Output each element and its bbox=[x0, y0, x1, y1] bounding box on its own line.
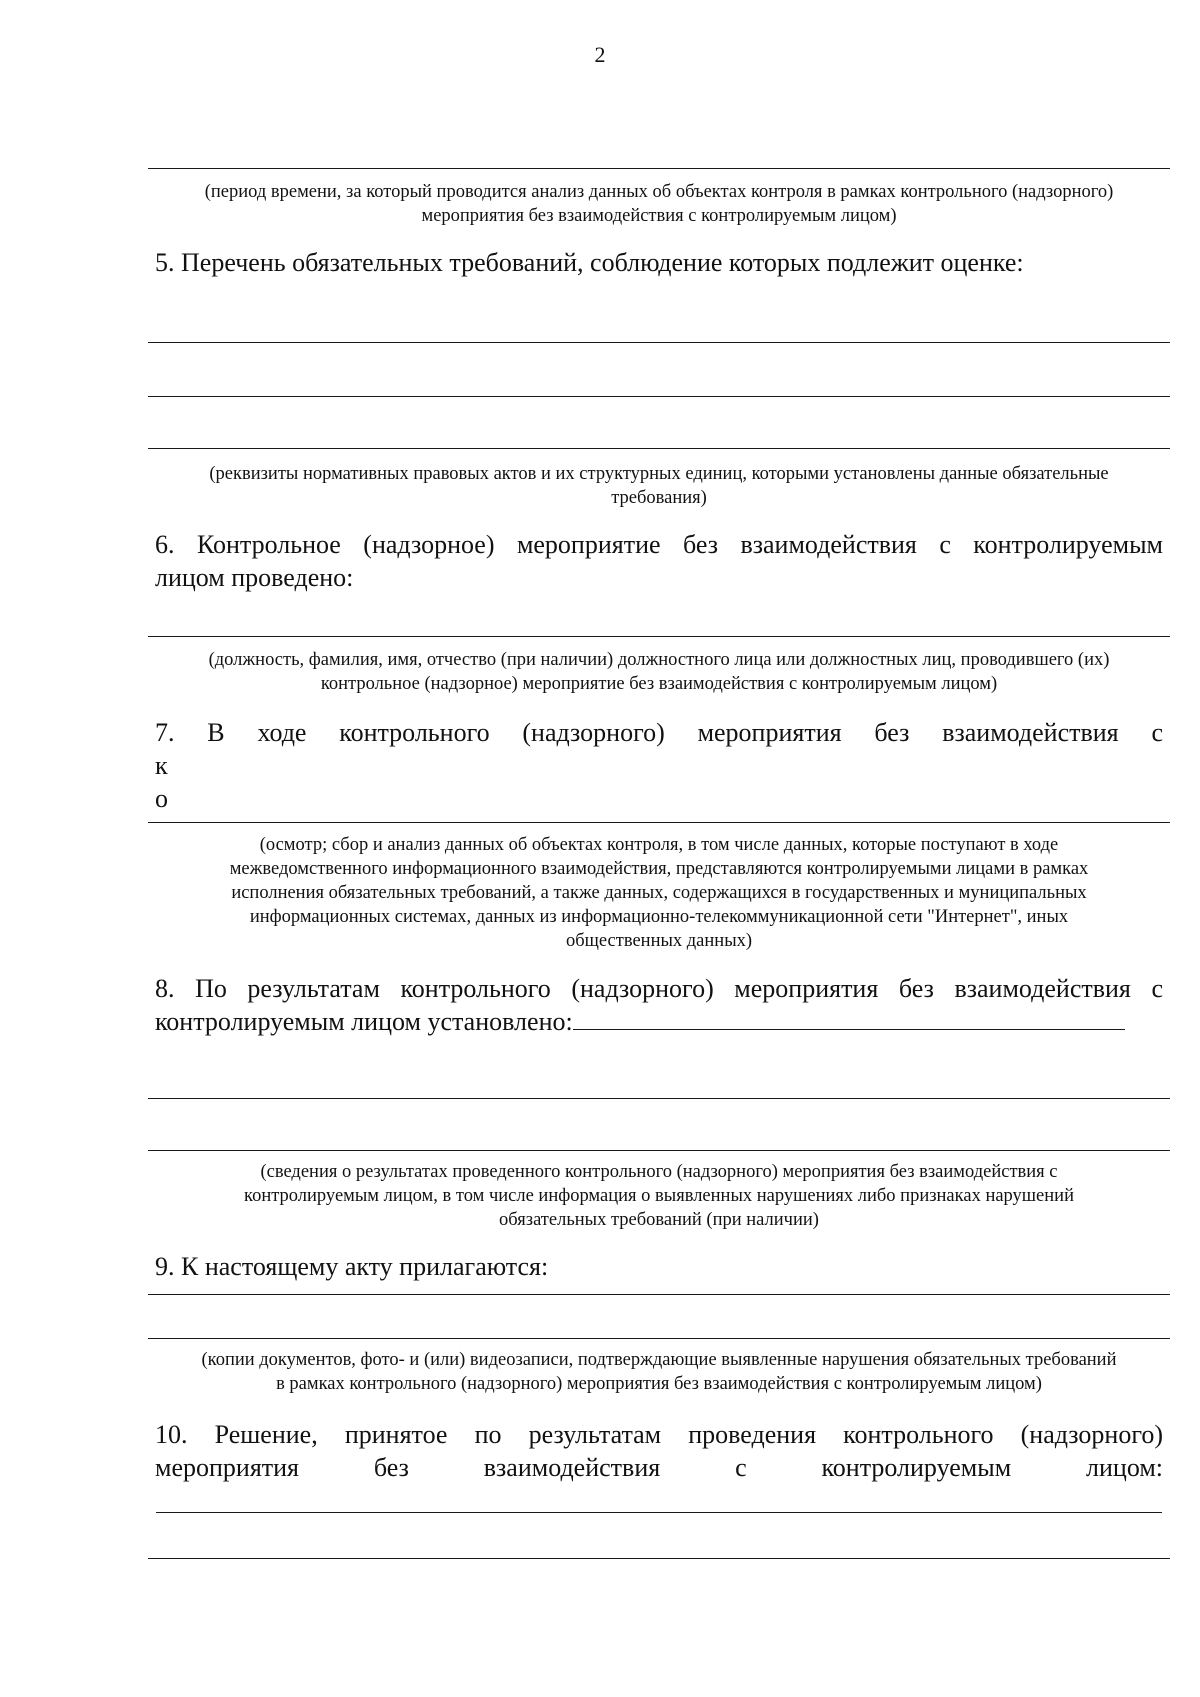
findings-inline-field[interactable] bbox=[573, 1005, 1125, 1030]
caption-line: требования) bbox=[611, 488, 707, 508]
item-7-line-1 bbox=[155, 716, 1163, 749]
item-6-line-1: 6. Контрольное (надзорное) мероприятие без взаимодействия с контролируемым bbox=[155, 530, 1163, 559]
item-8-heading bbox=[155, 972, 1163, 1038]
decision-field-line[interactable] bbox=[156, 1512, 1162, 1513]
requirements-field-line[interactable] bbox=[148, 342, 1170, 343]
item-10-line-2 bbox=[155, 1451, 1163, 1484]
caption-line: контрольное (надзорное) мероприятие без взаимодействия с контролируемым лицом) bbox=[320, 674, 998, 694]
caption-line: (осмотр; сбор и анализ данных об объектах контроля, в том числе данных, которые поступают в ходе bbox=[259, 835, 1059, 855]
caption-line: исполнения обязательных требований, а также данных, содержащихся в государственных и муниципальных bbox=[231, 883, 1087, 903]
item-10-word: с bbox=[735, 1453, 747, 1482]
caption-line: (период времени, за который проводится анализ данных об объектах контроля в рамках контрольного (надзорного) bbox=[204, 182, 1114, 202]
item-7-word: (надзорного) bbox=[522, 718, 665, 747]
caption-line: (должность, фамилия, имя, отчество (при наличии) должностного лица или должностных лиц, проводившего (их) bbox=[208, 650, 1110, 670]
item-7-word: с bbox=[1151, 718, 1163, 747]
results-caption bbox=[148, 1160, 1170, 1232]
item-7-word: без bbox=[874, 718, 910, 747]
inspection-field-line[interactable] bbox=[148, 822, 1170, 823]
caption-line: межведомственного информационного взаимодействия, представляются контролируемыми лицами в рамках bbox=[229, 859, 1089, 879]
inspection-caption bbox=[148, 833, 1170, 953]
item-7-word: В bbox=[207, 718, 225, 747]
item-7-tail-line: к bbox=[155, 751, 168, 780]
item-7-tail-line: о bbox=[155, 784, 168, 813]
caption-line: (реквизиты нормативных правовых актов и их структурных единиц, которыми установлены данные обязательные bbox=[209, 464, 1109, 484]
item-9-heading: 9. К настоящему акту прилагаются: bbox=[155, 1252, 549, 1281]
official-field-line[interactable] bbox=[148, 636, 1170, 637]
caption-line: обязательных требований (при наличии) bbox=[499, 1210, 819, 1230]
caption-line: (копии документов, фото- и (или) видеозаписи, подтверждающие выявленные нарушения обязательных требований bbox=[201, 1350, 1117, 1370]
attachments-field-line[interactable] bbox=[148, 1338, 1170, 1339]
caption-line: мероприятия без взаимодействия с контролируемым лицом) bbox=[421, 206, 897, 226]
item-6-heading bbox=[155, 528, 1163, 594]
item-10-line-1: 10. Решение, принятое по результатам проведения контрольного (надзорного) bbox=[155, 1420, 1163, 1449]
official-caption bbox=[148, 648, 1170, 696]
requirements-field-line[interactable] bbox=[148, 396, 1170, 397]
item-10-word: взаимодействия bbox=[483, 1453, 661, 1482]
item-10-word: без bbox=[373, 1453, 409, 1482]
item-10-word: мероприятия bbox=[155, 1453, 300, 1482]
item-10-word: лицом: bbox=[1086, 1453, 1163, 1482]
requisites-caption bbox=[148, 462, 1170, 510]
item-5-heading: 5. Перечень обязательных требований, соблюдение которых подлежит оценке: bbox=[155, 248, 1024, 277]
item-7-word: ходе bbox=[257, 718, 307, 747]
attachments-caption bbox=[148, 1348, 1170, 1396]
findings-field-line[interactable] bbox=[148, 1150, 1170, 1151]
caption-line: в рамках контрольного (надзорного) мероприятия без взаимодействия с контролируемым лицом) bbox=[276, 1374, 1042, 1394]
attachments-field-line[interactable] bbox=[148, 1294, 1170, 1295]
caption-line: (сведения о результатах проведенного контрольного (надзорного) мероприятия без взаимодействия с bbox=[260, 1162, 1058, 1182]
item-8-line-2 bbox=[155, 1005, 1163, 1038]
page-number: 2 bbox=[594, 42, 606, 67]
item-7-word: мероприятия bbox=[697, 718, 842, 747]
period-field-line[interactable] bbox=[148, 168, 1170, 169]
item-8-line-1: 8. По результатам контрольного (надзорного) мероприятия без взаимодействия с bbox=[155, 974, 1163, 1003]
period-caption bbox=[148, 180, 1170, 228]
item-7-heading bbox=[155, 716, 1163, 815]
item-6-line-2: лицом проведено: bbox=[155, 563, 354, 592]
findings-field-line[interactable] bbox=[148, 1098, 1170, 1099]
caption-line: контролируемым лицом, в том числе информация о выявленных нарушениях либо признаках нарушений bbox=[244, 1186, 1074, 1206]
caption-line: общественных данных) bbox=[565, 931, 753, 951]
requirements-field-line[interactable] bbox=[148, 448, 1170, 449]
item-10-heading bbox=[155, 1418, 1163, 1484]
item-7-word: взаимодействия bbox=[942, 718, 1119, 747]
item-10-word: контролируемым bbox=[821, 1453, 1012, 1482]
item-8-line-2-text: контролируемым лицом установлено: bbox=[155, 1007, 573, 1036]
item-7-word: 7. bbox=[155, 718, 175, 747]
item-7-word: контрольного bbox=[339, 718, 490, 747]
caption-line: информационных системах, данных из информационно-телекоммуникационной сети "Интернет", иных bbox=[249, 907, 1069, 927]
decision-field-line[interactable] bbox=[148, 1558, 1170, 1559]
